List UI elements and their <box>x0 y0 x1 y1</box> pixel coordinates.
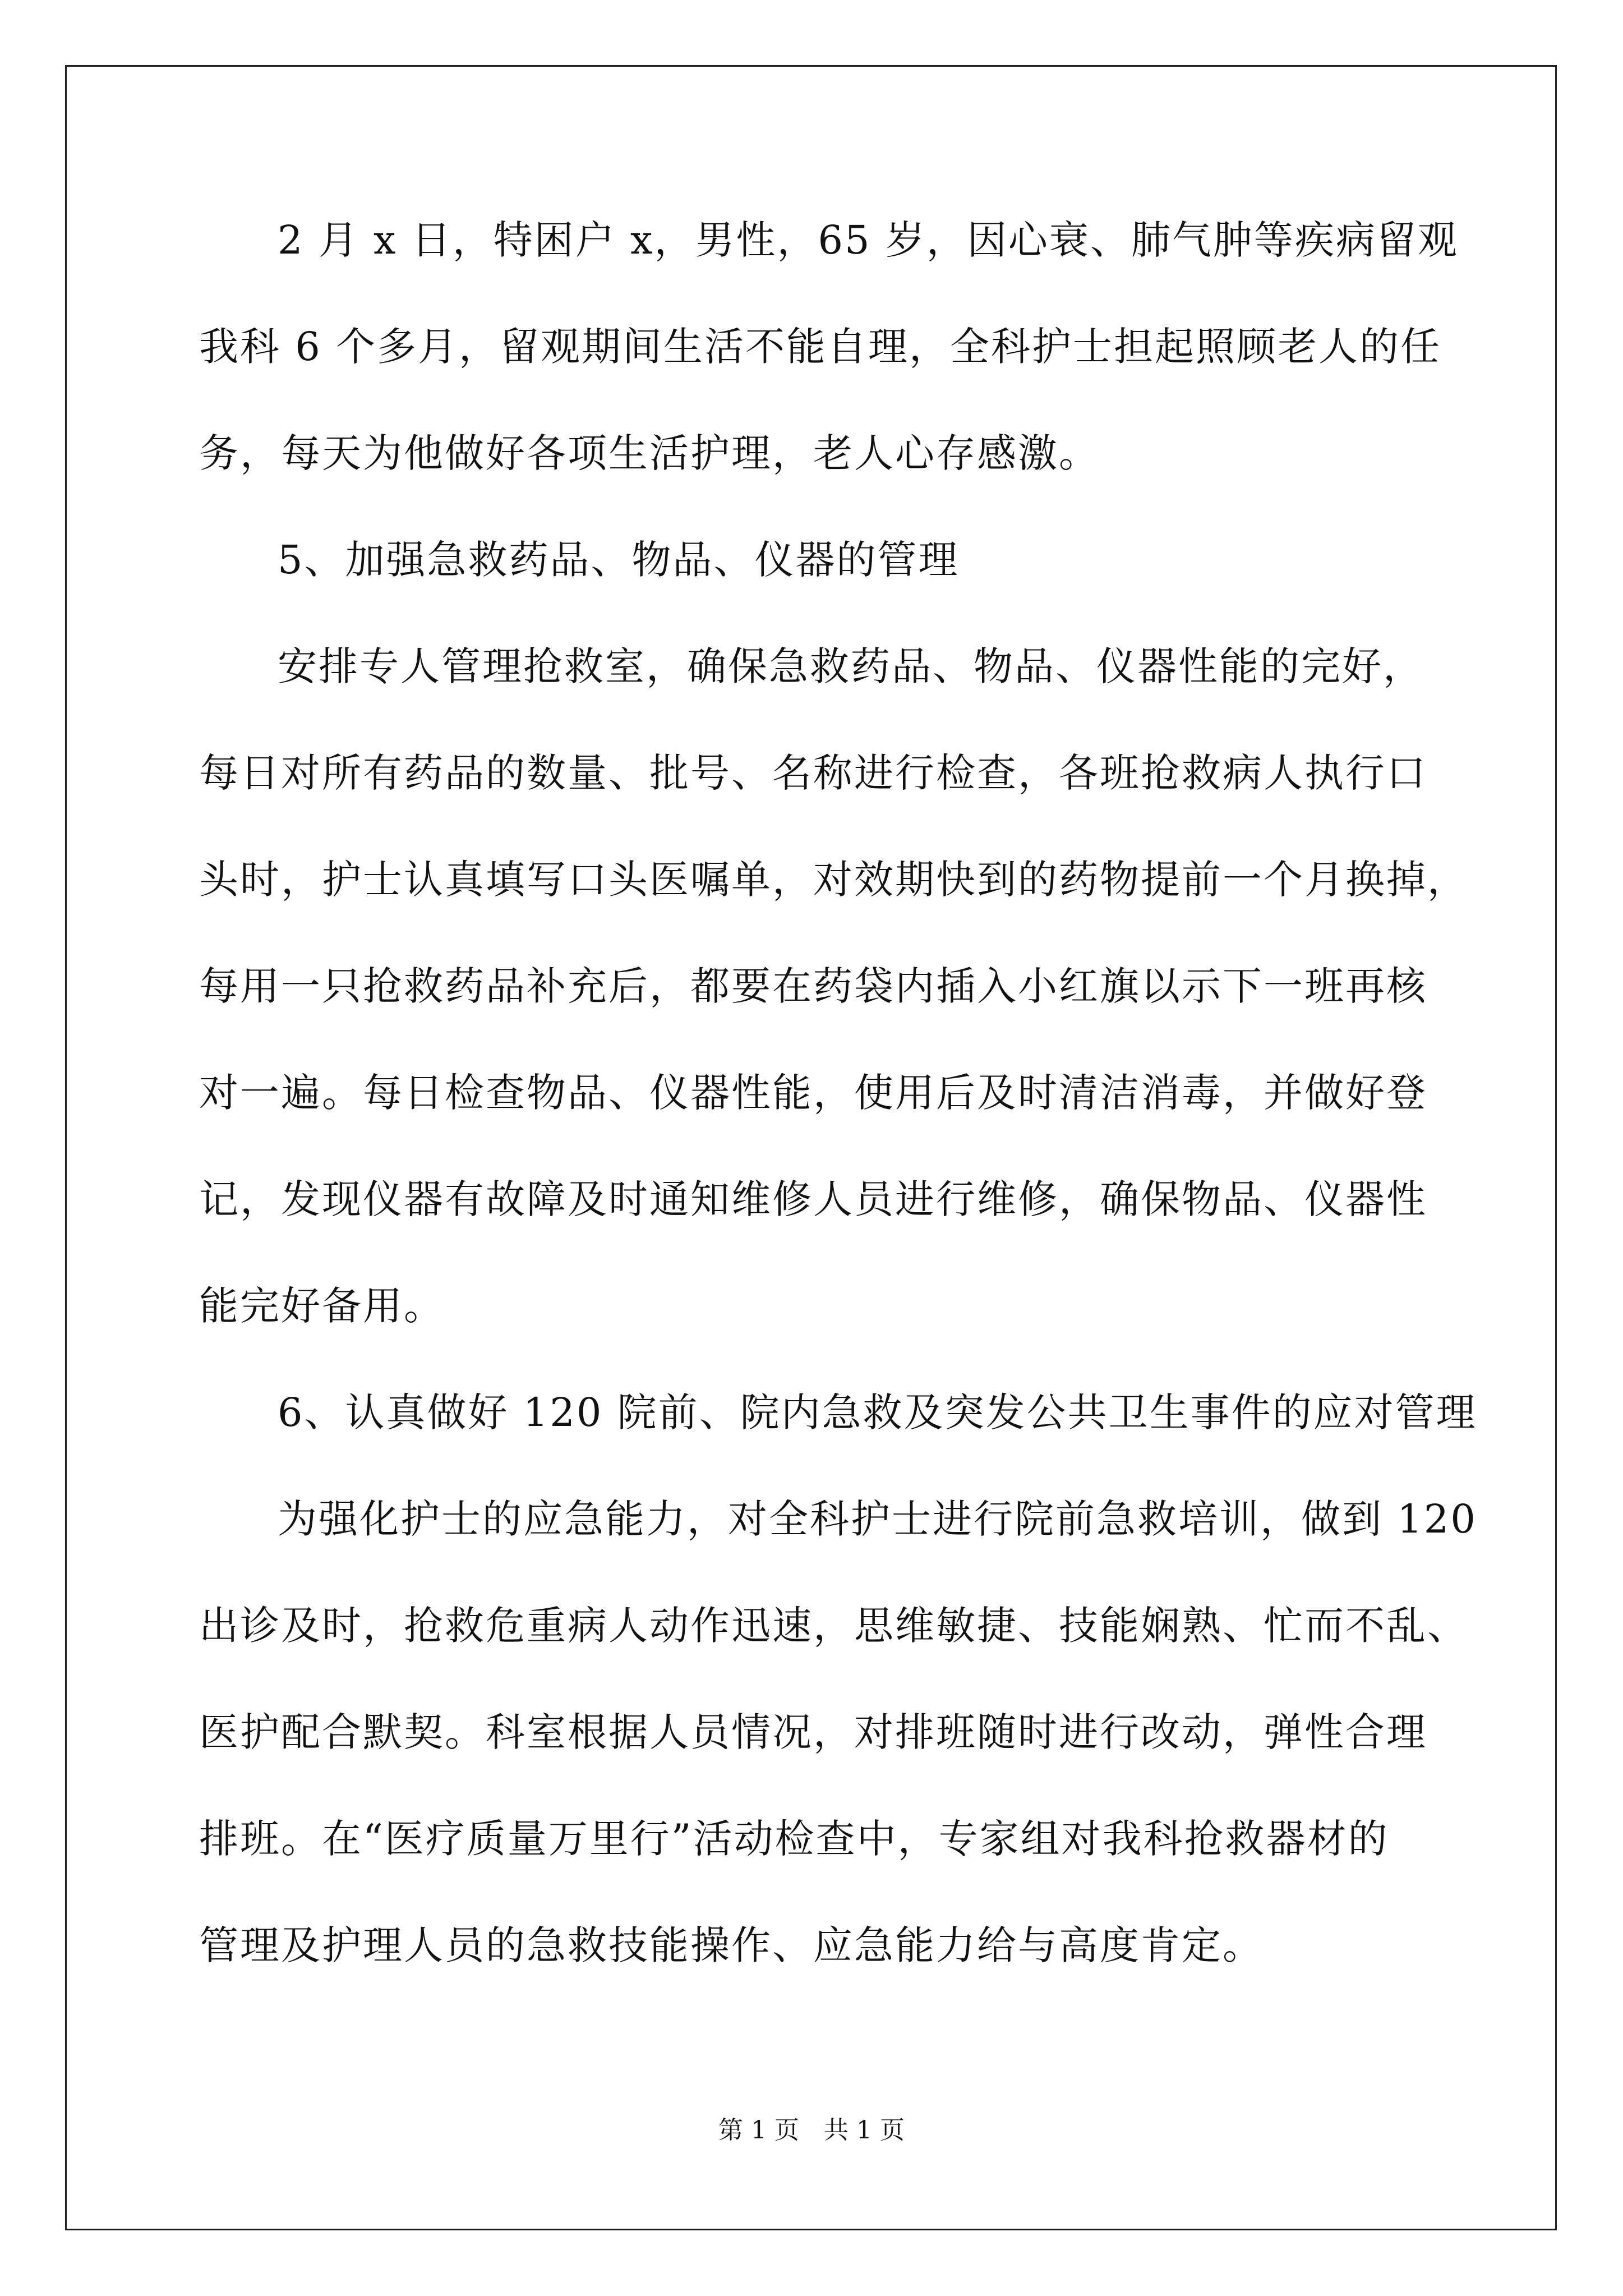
paragraph-line: 排班。在“医疗质量万里行”活动检查中，专家组对我科抢救器材的 <box>199 1816 1389 1862</box>
paragraph-line: 出诊及时，抢救危重病人动作迅速，思维敏捷、技能娴熟、忙而不乱、 <box>199 1603 1468 1649</box>
paragraph-line: 记，发现仪器有故障及时通知维修人员进行维修，确保物品、仪器性 <box>199 1176 1427 1222</box>
paragraph-line: 每用一只抢救药品补充后，都要在药袋内插入小红旗以示下一班再核 <box>199 963 1427 1009</box>
paragraph-line: 对一遍。每日检查物品、仪器性能，使用后及时清洁消毒，并做好登 <box>199 1070 1427 1116</box>
paragraph-line: 每日对所有药品的数量、批号、名称进行检查，各班抢救病人执行口 <box>199 750 1427 796</box>
page-number: 第 1 页 共 1 页 <box>718 2116 905 2145</box>
paragraph-line: 能完好备用。 <box>199 1283 445 1329</box>
paragraph-line: 务，每天为他做好各项生活护理，老人心存感激。 <box>199 430 1100 476</box>
paragraph-line: 2 月 x 日，特困户 x，男性，65 岁，因心衰、肺气肿等疾病留观 <box>278 217 1459 263</box>
paragraph-line: 管理及护理人员的急救技能操作、应急能力给与高度肯定。 <box>199 1922 1264 1968</box>
paragraph-line: 医护配合默契。科室根据人员情况，对排班随时进行改动，弹性合理 <box>199 1709 1427 1755</box>
paragraph-line: 安排专人管理抢救室，确保急救药品、物品、仪器性能的完好， <box>278 643 1424 689</box>
paragraph-line: 我科 6 个多月，留观期间生活不能自理，全科护士担起照顾老人的任 <box>199 324 1442 370</box>
section-heading: 6、认真做好 120 院前、院内急救及突发公共卫生事件的应对管理 <box>278 1389 1477 1435</box>
paragraph-line: 为强化护士的应急能力，对全科护士进行院前急救培训，做到 120 <box>278 1496 1477 1542</box>
page-border <box>65 65 1557 2230</box>
section-heading: 5、加强急救药品、物品、仪器的管理 <box>278 537 960 583</box>
paragraph-line: 头时，护士认真填写口头医嘱单，对效期快到的药物提前一个月换掉， <box>199 857 1468 903</box>
